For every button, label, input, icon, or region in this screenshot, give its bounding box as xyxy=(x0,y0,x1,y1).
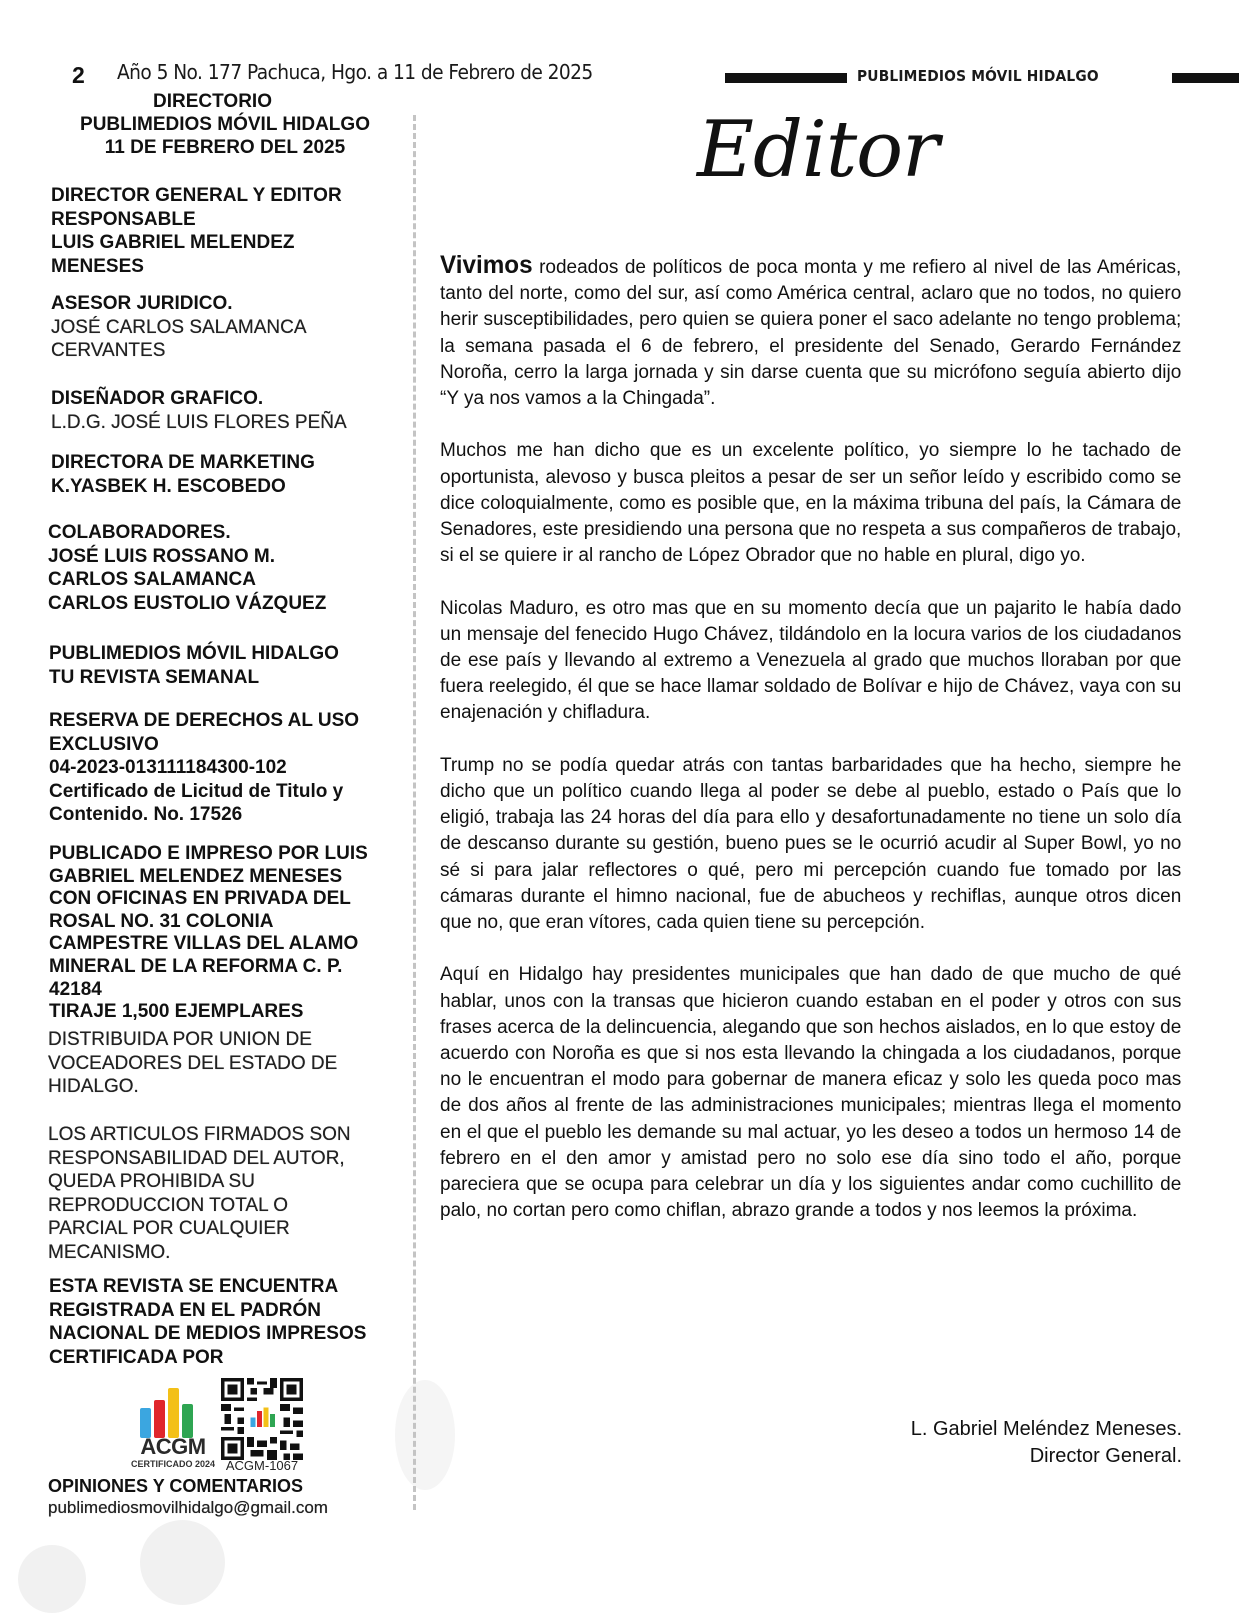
director-name: MENESES xyxy=(51,255,144,277)
directory-date: 11 DE FEBRERO DEL 2025 xyxy=(104,137,346,158)
disclaimer-line: MECANISMO. xyxy=(48,1241,171,1263)
director-name: LUIS GABRIEL MELENDEZ xyxy=(51,232,295,254)
directory-publication: PUBLIMEDIOS MÓVIL HIDALGO xyxy=(80,114,370,135)
registry-line: REGISTRADA EN EL PADRÓN xyxy=(49,1299,322,1321)
issue-line: Año 5 No. 177 Pachuca, Hgo. a 11 de Febrero de 2025 xyxy=(117,60,593,84)
collaborators-block xyxy=(48,521,326,615)
tagline: PUBLIMEDIOS MÓVIL HIDALGO xyxy=(49,643,339,664)
distribution-line: DISTRIBUIDA POR UNION DE xyxy=(48,1029,312,1050)
disclaimer-block xyxy=(48,1123,351,1265)
publisher-line: GABRIEL MELENDEZ MENESES xyxy=(49,865,343,887)
editorial-article xyxy=(440,252,1182,1250)
publisher-line: CAMPESTRE VILLAS DEL ALAMO xyxy=(49,933,359,955)
brand-name: PUBLIMEDIOS MÓVIL HIDALGO xyxy=(857,67,1099,85)
registry-line: CERTIFICADA POR xyxy=(49,1346,224,1368)
page-number: 2 xyxy=(72,62,85,88)
contact-title: OPINIONES Y COMENTARIOS xyxy=(48,1476,304,1496)
collaborator-name: CARLOS EUSTOLIO VÁZQUEZ xyxy=(48,592,327,614)
qr-code-label: ACGM-1067 xyxy=(225,1458,299,1473)
marketing-block xyxy=(51,451,315,498)
disclaimer-line: QUEDA PROHIBIDA SU xyxy=(48,1171,255,1193)
article-paragraph: Nicolas Maduro, es otro mas que en su momento decía que un pajarito le había dado un mensaje del fenecido Hugo Chávez, tildándolo en la locura varios de los ciudadanos de ese país y llevando al extremo a Venezuela al grado que muchos lloraban por que fuera reelegido, él que se hace llamar soldado de Bolívar e hijo de Chávez, vaya con su enajenación y chifladura. xyxy=(440,596,1182,724)
logo-bar-green xyxy=(182,1404,193,1438)
decorative-circle xyxy=(140,1520,225,1605)
decorative-circle xyxy=(395,1380,455,1490)
decorative-circle xyxy=(18,1545,86,1613)
legal-advisor-name: CERVANTES xyxy=(51,340,166,362)
legal-advisor-name: JOSÉ CARLOS SALAMANCA xyxy=(51,316,307,338)
distribution-line: VOCEADORES DEL ESTADO DE xyxy=(48,1052,338,1074)
director-block xyxy=(51,184,342,278)
acgm-logo xyxy=(127,1378,217,1468)
certificate-text: Certificado de Licitud de Titulo y xyxy=(49,780,344,802)
designer-block xyxy=(51,387,347,434)
publisher-line: ROSAL NO. 31 COLONIA xyxy=(49,910,274,932)
marketing-name: K.YASBEK H. ESCOBEDO xyxy=(51,475,286,497)
disclaimer-line: REPRODUCCION TOTAL O xyxy=(48,1194,288,1216)
rights-text: RESERVA DE DERECHOS AL USO xyxy=(49,710,360,731)
acgm-logo-text: ACGM xyxy=(140,1434,206,1459)
designer-role: DISEÑADOR GRAFICO. xyxy=(51,388,264,409)
publisher-line: PUBLICADO E IMPRESO POR LUIS xyxy=(49,843,368,864)
column-divider xyxy=(413,115,416,1510)
contact-email[interactable]: publimediosmovilhidalgo@gmail.com xyxy=(48,1498,328,1517)
rights-text: EXCLUSIVO xyxy=(49,733,159,755)
distribution-line: HIDALGO. xyxy=(48,1076,139,1098)
rights-number: 04-2023-013111184300-102 xyxy=(49,757,287,779)
director-role: DIRECTOR GENERAL Y EDITOR xyxy=(51,185,342,206)
legal-advisor-role: ASESOR JURIDICO. xyxy=(51,293,233,314)
contact-block xyxy=(48,1475,328,1519)
signature-name: L. Gabriel Meléndez Meneses. xyxy=(910,1418,1182,1440)
acgm-certified-text: CERTIFICADO 2024 xyxy=(130,1459,216,1469)
registry-line: ESTA REVISTA SE ENCUENTRA xyxy=(49,1276,339,1297)
disclaimer-line: PARCIAL POR CUALQUIER xyxy=(48,1218,290,1240)
directory-title: DIRECTORIO xyxy=(153,91,272,112)
marketing-role: DIRECTORA DE MARKETING xyxy=(51,452,315,473)
logo-bar-red xyxy=(154,1400,165,1438)
disclaimer-line: LOS ARTICULOS FIRMADOS SON xyxy=(48,1124,351,1145)
lead-word: Vivimos xyxy=(440,251,533,279)
publisher-block xyxy=(49,843,368,1024)
publisher-line: MINERAL DE LA REFORMA C. P. xyxy=(49,955,343,977)
disclaimer-line: RESPONSABILIDAD DEL AUTOR, xyxy=(48,1147,345,1169)
signature xyxy=(911,1416,1182,1470)
print-run: TIRAJE 1,500 EJEMPLARES xyxy=(49,1001,304,1023)
registry-block xyxy=(49,1275,366,1369)
collaborators-role: COLABORADORES. xyxy=(48,522,231,543)
collaborator-name: JOSÉ LUIS ROSSANO M. xyxy=(48,545,275,567)
rights-block xyxy=(49,709,359,827)
directory-header xyxy=(60,90,390,159)
article-paragraph: Trump no se podía quedar atrás con tantas barbaridades que ha hecho, siempre he dicho que un político cuando llega al poder se debe al pueblo, estado o País que lo eligió, trabaja las 24 horas del día para ello y desafortunadamente no tiene un solo día de descanso durante su gestión, bueno pues se le ocurrió acudir al Super Bowl, yo no sé si para jalar reflectores o qué, pero mi percepción cuando fue tomado por las cámaras durante el himno nacional, fue de abucheos y rechiflas, aunque otros dicen que no, que eran vítores, cada quien tiene su percepción. xyxy=(440,753,1182,934)
publisher-line: 42184 xyxy=(49,978,102,1000)
article-paragraph xyxy=(440,252,1181,411)
signature-title: Director General. xyxy=(1029,1445,1182,1467)
article-paragraph: Aquí en Hidalgo hay presidentes municipales que han dado de que mucho de qué hablar, unos con la transas que hicieron cuando estaban en el poder y otros con sus frases acerca de la delincuencia, alegando que son hechos aislados, en lo que estoy de acuerdo con Noroña es que si nos esta llevando la chingada a los ciudadanos, porque no le encuentran el modo para gobernar de manera eficaz y solo les queda poco mas de dos años al frente de las administraciones municipales; mientras llega el momento en el que el pueblo les demande su mal actuar, yo les deseo a todos un hermoso 14 de febrero en el den amor y amistad pero no solo ese día sino todo el año, porque pareciera que se ocupa para celebrar un día y los siguientes andar como cuchillito de palo, no cortan pero como chiflan, abrazo grande a todos y nos leemos la próxima. xyxy=(440,963,1182,1222)
brand-rule-right xyxy=(1172,73,1239,83)
certificate-text: Contenido. No. 17526 xyxy=(49,804,243,826)
registry-line: NACIONAL DE MEDIOS IMPRESOS xyxy=(49,1323,367,1345)
qr-code-icon xyxy=(221,1378,303,1460)
distribution-block xyxy=(48,1028,337,1099)
tagline-block xyxy=(49,642,339,689)
designer-name: L.D.G. JOSÉ LUIS FLORES PEÑA xyxy=(51,411,347,433)
publisher-line: CON OFICINAS EN PRIVADA DEL xyxy=(49,888,351,910)
paragraph-text: rodeados de políticos de poca monta y me refiero al nivel de las Américas, tanto del norte, como del sur, así como América central, aclaro que no todos, no quiero herir susceptibilidades, pero quien se quiera poner el saco adelante no tengo problema; la semana pasada el 6 de febrero, el presidente del Senado, Gerardo Fernández Noroña, cerro la larga jornada y sin darse cuenta que su micrófono seguía abierto dijo “Y ya nos vamos a la Chingada”. xyxy=(440,256,1182,410)
section-title: Editor xyxy=(697,105,939,195)
director-role: RESPONSABLE xyxy=(51,208,196,230)
article-paragraph: Muchos me han dicho que es un excelente político, yo siempre lo he tachado de oportunista, alevoso y busca pleitos a pesar de ser un señor leído y escribido como se dice coloquialmente, como es posible que, en la máxima tribuna del país, la Cámara de Senadores, este presidiendo una persona que no respeta a sus compañeros de trabajo, si el se quiere ir al rancho de López Obrador que no hable en plural, digo yo. xyxy=(440,439,1182,567)
tagline: TU REVISTA SEMANAL xyxy=(49,666,260,688)
legal-advisor-block xyxy=(51,292,307,363)
brand-rule-left xyxy=(725,73,847,83)
logo-bar-yellow xyxy=(168,1388,179,1438)
collaborator-name: CARLOS SALAMANCA xyxy=(48,569,256,591)
